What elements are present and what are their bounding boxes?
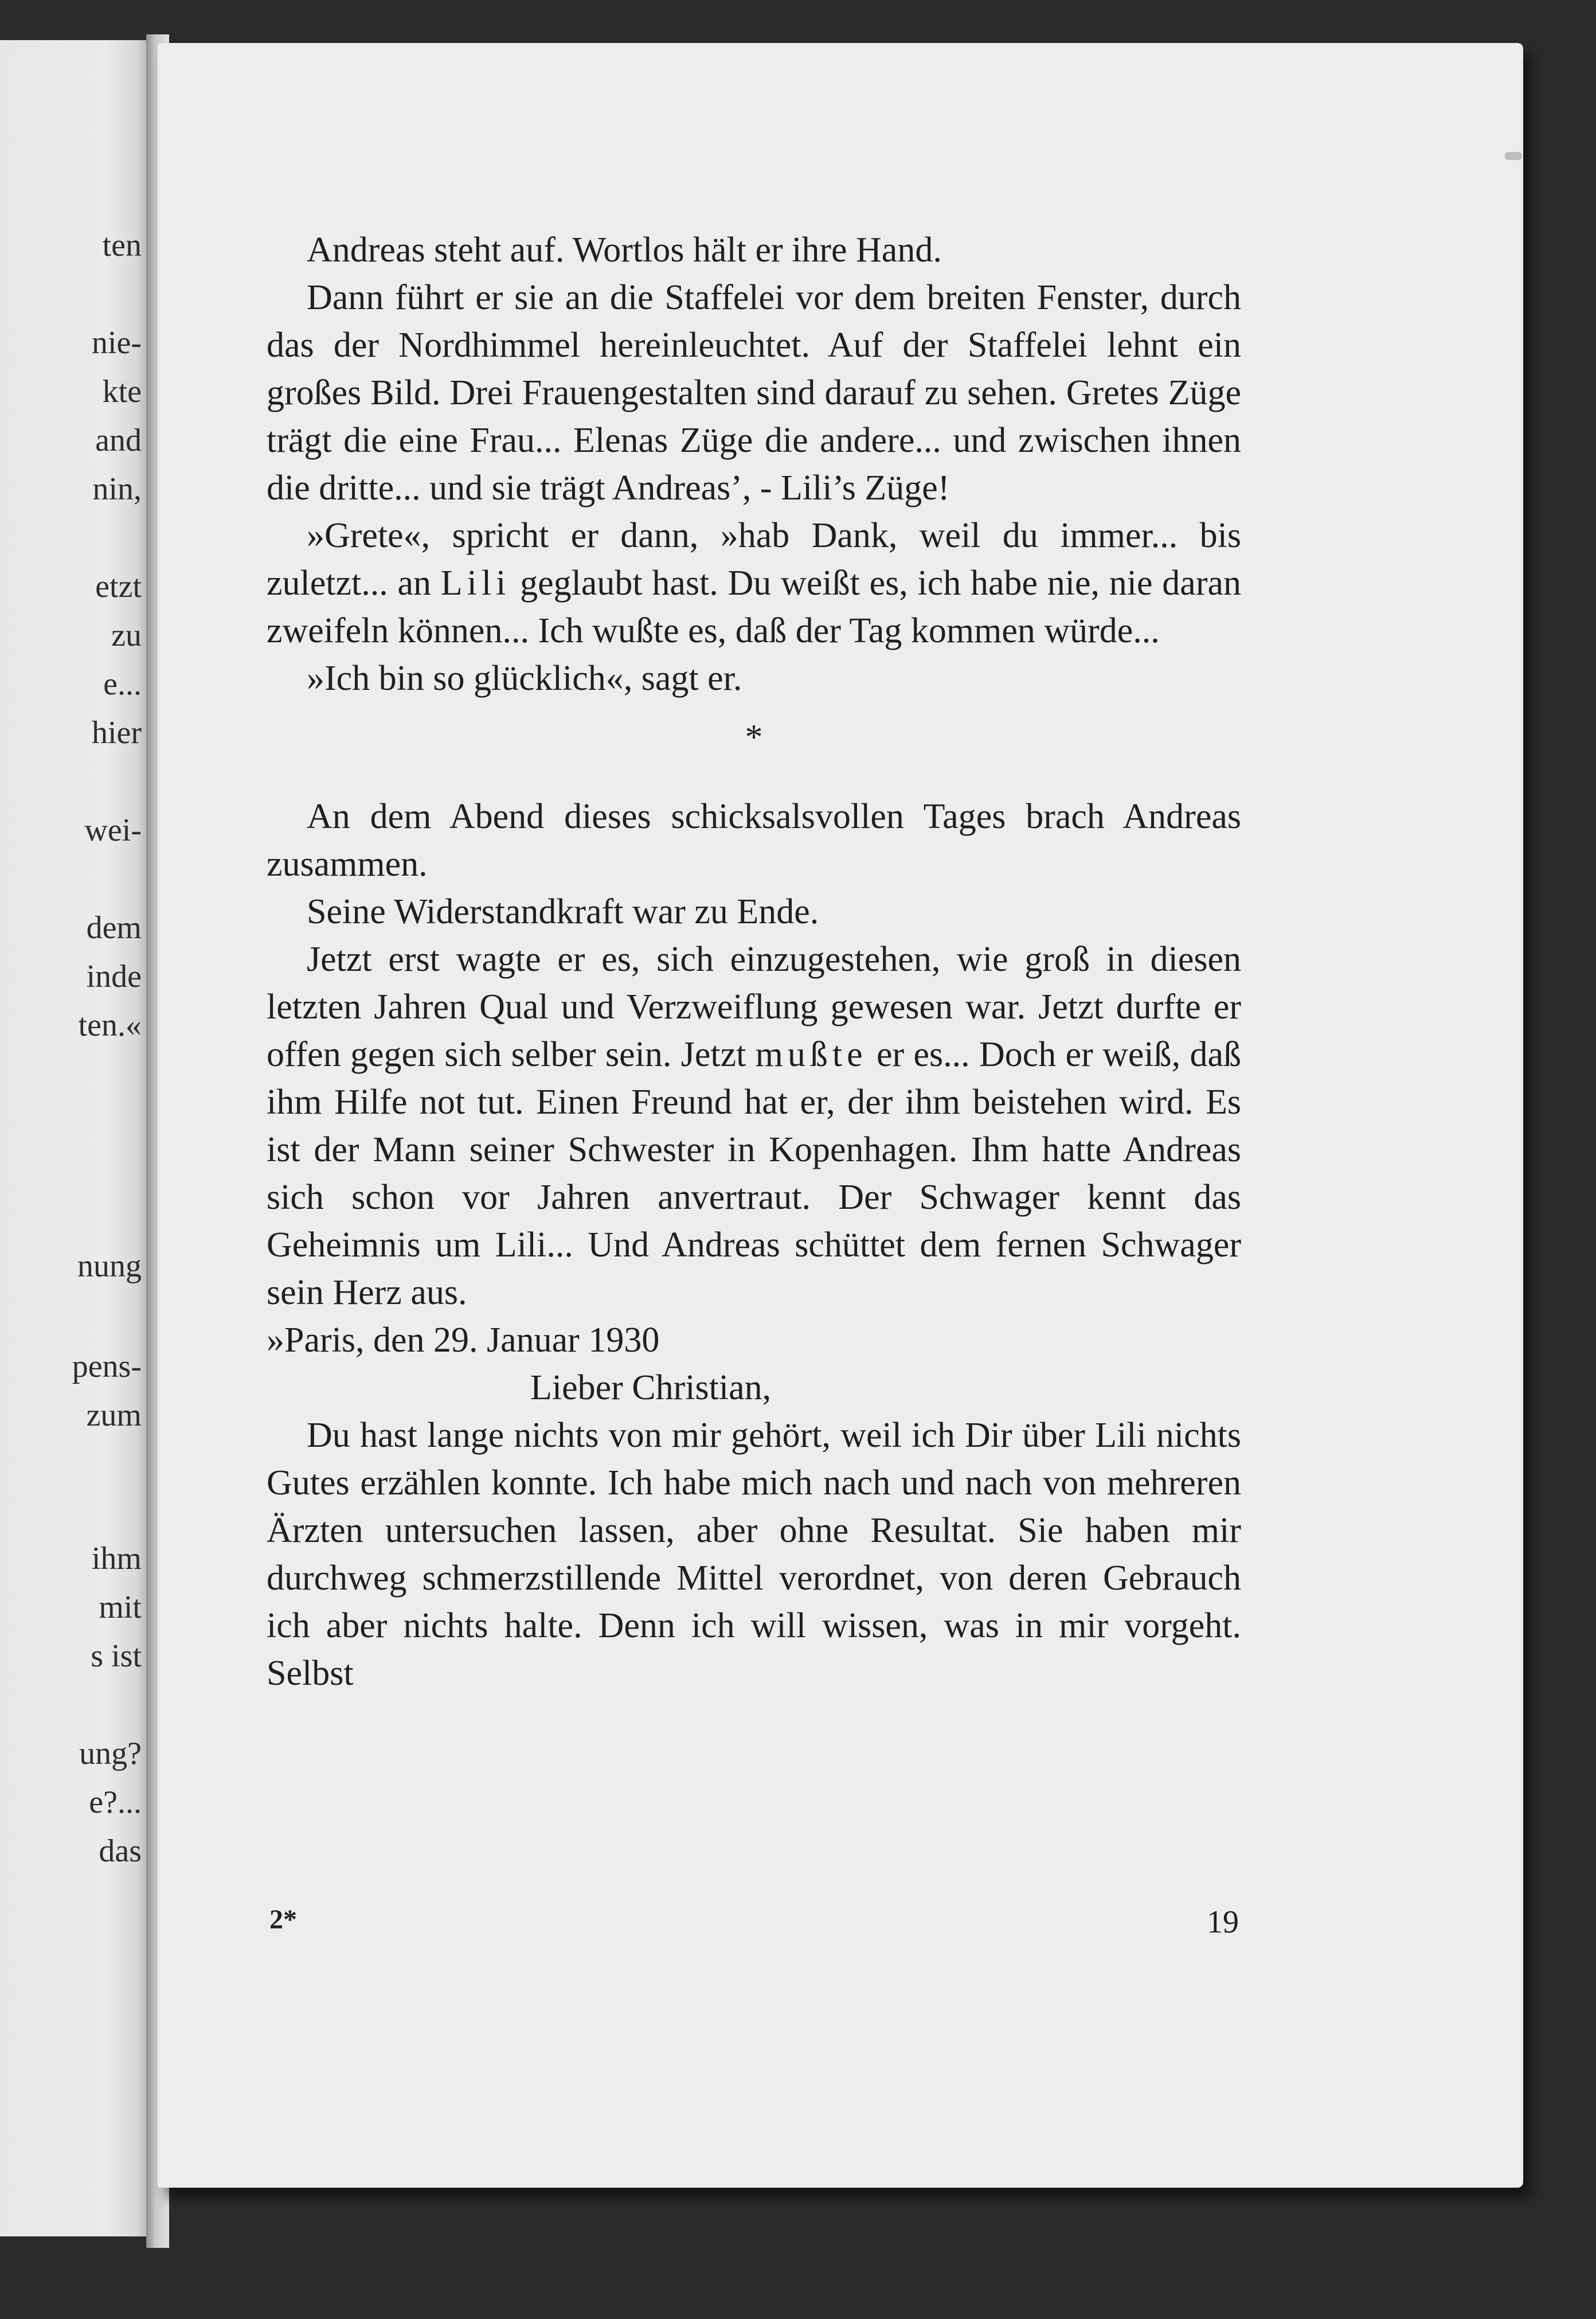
page-fragment: wei- <box>84 813 142 848</box>
paragraph <box>267 936 1241 1317</box>
page-fragment: e... <box>103 666 142 702</box>
paragraph-part: »Grete«, spricht er dann, »hab Dank, weil du immer... bis zuletzt... an <box>267 516 1241 603</box>
page-fragment: inde <box>86 959 142 994</box>
paragraph-part: Jetzt erst wagte er es, sich einzugestehen, wie groß in diesen letzten Jahren Qual und Verzweiflung gewesen war. Jetzt durfte er offen gegen sich selber sein. Jetzt <box>267 940 1241 1074</box>
paragraph: Andreas steht auf. Wortlos hält er ihre Hand. <box>307 231 942 270</box>
paragraph: An dem Abend dieses schicksalsvollen Tages brach Andreas zusammen. <box>267 797 1241 884</box>
page-fragment: dem <box>86 910 142 946</box>
page-fragment: e?... <box>89 1785 142 1820</box>
letter-date: »Paris, den 29. Januar 1930 <box>267 1321 660 1360</box>
paragraph: »Ich bin so glücklich«, sagt er. <box>307 659 742 698</box>
paragraph-part: geglaubt hast. Du weißt es, ich habe nie, nie daran zweifeln können... Ich wußte es, daß der Tag kommen würde... <box>267 564 1241 650</box>
page-edge-tab <box>1505 152 1522 160</box>
page-fragment: ihm <box>91 1541 142 1576</box>
page-fragment: and <box>95 423 142 458</box>
page-fragment: mit <box>99 1590 142 1625</box>
emphasized-name: Lili <box>440 564 511 603</box>
emphasized-word: mußte <box>755 1035 867 1074</box>
page-fragment: s ist <box>91 1638 142 1674</box>
page-text <box>267 227 1241 1697</box>
page-fragment: zum <box>86 1397 142 1433</box>
paragraph: Seine Widerstandkraft war zu Ende. <box>307 892 819 931</box>
page-fragment: ten.« <box>78 1008 142 1043</box>
section-separator: * <box>745 718 763 757</box>
page-fragment: ung? <box>79 1736 142 1771</box>
page-number: 19 <box>1207 1904 1239 1940</box>
page-fragment: nie- <box>91 325 142 361</box>
paragraph-part: er es... Doch er weiß, daß ihm Hilfe not tut. Einen Freund hat er, der ihm beistehen wird. Es ist der Mann seiner Schwester in Kopenhagen. Ihm hatte Andreas sich schon vor Jahren anvertraut. Der Schwager kennt das Geheimnis um Lili... Und Andreas schüttet dem fernen Schwager sein Herz aus. <box>267 1035 1241 1312</box>
book-page <box>158 43 1523 2188</box>
previous-page <box>0 40 152 2236</box>
page-fragment: nin, <box>92 471 142 507</box>
page-fragment: ten <box>102 228 142 263</box>
paragraph: Dann führt er sie an die Staffelei vor dem breiten Fenster, durch das der Nordhimmel hereinleuchtet. Auf der Staffelei lehnt ein großes Bild. Drei Frauengestalten sind darauf zu sehen. Gretes Züge trägt die eine Frau... Elenas Züge die andere... und zwischen ihnen die dritte... und sie trägt Andreas’, - Lili’s Züge! <box>267 278 1241 507</box>
paragraph <box>267 512 1241 655</box>
letter-salutation: Lieber Christian, <box>530 1368 772 1407</box>
page-fragment: etzt <box>95 569 142 604</box>
page-fragment: das <box>99 1833 142 1869</box>
page-fragment: zu <box>111 618 142 653</box>
signature-mark: 2* <box>269 1904 297 1935</box>
page-fragment: pens- <box>72 1349 142 1384</box>
letter-body: Du hast lange nichts von mir gehört, weil ich Dir über Lili nichts Gutes erzählen konnte. Ich habe mich nach und nach von mehreren Ärzten untersuchen lassen, aber ohne Resultat. Sie haben mir durchweg schmerzstillende Mittel verordnet, von deren Gebrauch ich aber nichts halte. Denn ich will wissen, was in mir vorgeht. Selbst <box>267 1416 1241 1693</box>
page-fragment: nung <box>77 1248 142 1284</box>
page-fragment: kte <box>102 374 142 409</box>
page-fragment: hier <box>91 715 142 751</box>
